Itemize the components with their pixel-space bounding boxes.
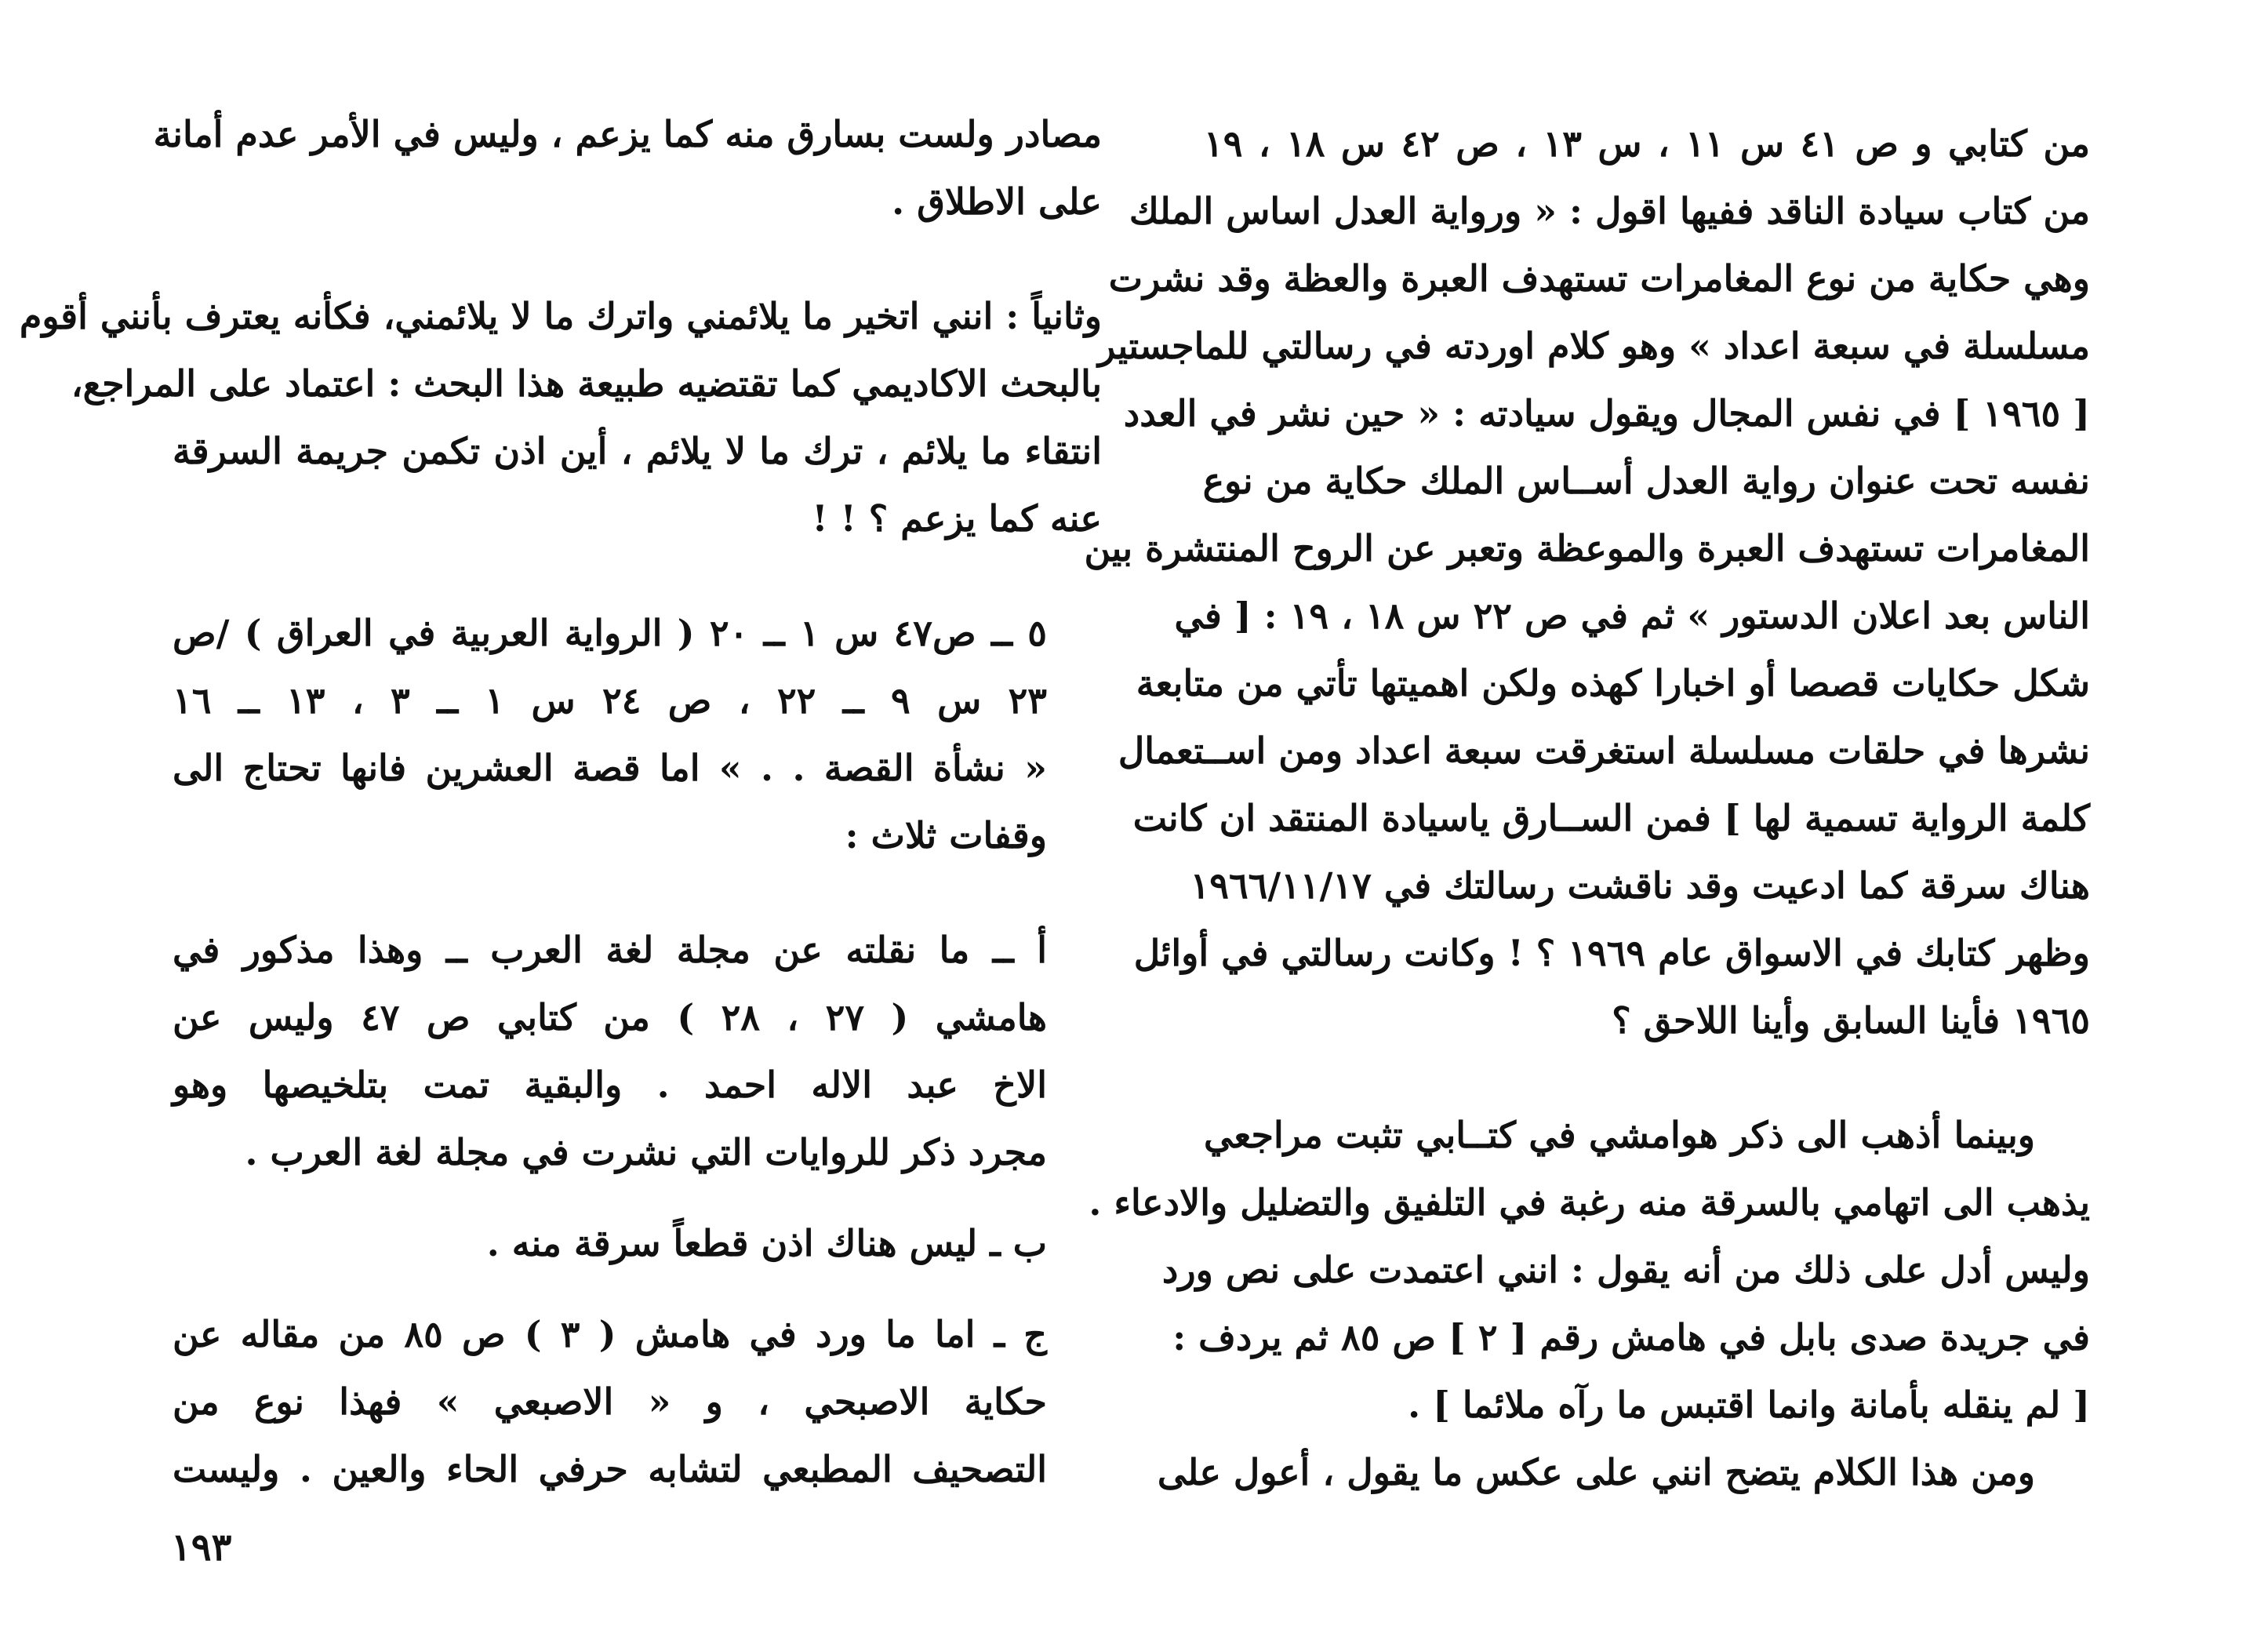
text-line: أ ــ ما نقلته عن مجلة لغة العرب ــ وهذا مذكور في <box>173 929 1047 971</box>
text-line: ٢٣ س ٩ ــ ٢٢ ، ص ٢٤ س ١ ــ ٣ ، ١٣ ــ ١٦ <box>173 679 1048 722</box>
paragraph-gap <box>173 869 1102 916</box>
text-line: وقفات ثلاث : <box>845 814 1047 857</box>
text-line: ب ـ ليس هناك اذن قطعاً سرقة منه . <box>486 1222 1047 1264</box>
text-line: هامشي ( ٢٧ ، ٢٨ ) من كتابي ص ٤٧ وليس عن <box>173 996 1047 1038</box>
text-line: وثانياً : انني اتخير ما يلائمني واترك ما لا يلائمني، فكأنه يعترف بأنني أقوم <box>19 295 1102 337</box>
right-column-text <box>1084 110 2090 1506</box>
text-line: في جريدة صدى بابل في هامش رقم [ ٢ ] ص ٨٥ ثم يردف : <box>1172 1316 2090 1358</box>
text-line: ج ـ اما ما ورد في هامش ( ٣ ) ص ٨٥ من مقاله عن <box>173 1313 1048 1355</box>
text-line: حكاية الاصبحي ، و « الاصبعي » فهذا نوع من <box>173 1380 1047 1423</box>
text-line: ١٩٦٥ فأينا السابق وأينا اللاحق ؟ <box>1612 999 2090 1042</box>
text-line: المغامرات تستهدف العبرة والموعظة وتعبر عن الروح المنتشرة بين <box>1084 527 2090 569</box>
text-line: انتقاء ما يلائم ، ترك ما لا يلائم ، أين اذن تكمن جريمة السرقة <box>173 430 1102 472</box>
text-line: [ ١٩٦٥ ] في نفس المجال ويقول سيادته : « حين نشر في العدد <box>1123 392 2090 435</box>
text-line: الاخ عبد الاله احمد . والبقية تمت بتلخيصها وهو <box>173 1064 1047 1106</box>
text-line: [ لم ينقله بأمانة وانما اقتبس ما رآه ملائما ] . <box>1408 1384 2090 1426</box>
text-line: مجرد ذكر للروايات التي نشرت في مجلة لغة العرب . <box>245 1131 1047 1173</box>
text-line: مصادر ولست بسارق منه كما يزعم ، وليس في الأمر عدم أمانة <box>153 113 1102 155</box>
text-line: يذهب الى اتهامي بالسرقة منه رغبة في التلفيق والتضليل والادعاء . <box>1089 1181 2090 1224</box>
left-column-text <box>19 100 1102 1503</box>
text-line: ومن هذا الكلام يتضح انني على عكس ما يقول ، أعول على <box>1157 1451 2035 1493</box>
text-line: ٥ ــ ص٤٧ س ١ ــ ٢٠ ( الرواية العربية في العراق ) /ص <box>173 612 1047 654</box>
paragraph-gap <box>1204 1054 2090 1101</box>
text-line: « نشأة القصة . . » اما قصة العشرين فانها تحتاج الى <box>173 747 1047 789</box>
text-line: بالبحث الاكاديمي كما تقتضيه طبيعة هذا البحث : اعتماد على المراجع، <box>71 362 1102 405</box>
text-line: من كتابي و ص ٤١ س ١١ ، س ١٣ ، ص ٤٢ س ١٨ ، ١٩ <box>1204 122 2090 165</box>
text-line: على الاطلاق . <box>892 180 1102 223</box>
paragraph-gap <box>173 235 1102 282</box>
text-line: من كتاب سيادة الناقد ففيها اقول : « ورواية العدل اساس الملك <box>1129 190 2090 232</box>
text-line: نشرها في حلقات مسلسلة استغرقت سبعة اعداد ومن اســتعمال <box>1118 729 2090 772</box>
text-line: التصحيف المطبعي لتشابه حرفي الحاء والعين . وليست <box>173 1448 1047 1490</box>
page-number: ١٩٣ <box>171 1526 232 1569</box>
text-line: كلمة الرواية تسمية لها ] فمن الســارق ياسيادة المنتقد ان كانت <box>1132 797 2090 839</box>
text-line: شكل حكايات قصصا أو اخبارا كهذه ولكن اهميتها تأتي من متابعة <box>1136 662 2090 704</box>
text-line: وهي حكاية من نوع المغامرات تستهدف العبرة والعظة وقد نشرت <box>1108 257 2090 300</box>
text-line: مسلسلة في سبعة اعداد » وهو كلام اوردته في رسالتي للماجستير <box>1098 325 2090 367</box>
text-line: وظهر كتابك في الاسواق عام ١٩٦٩ ؟ ! وكانت رسالتي في أوائل <box>1133 932 2090 974</box>
text-line: الناس بعد اعلان الدستور » ثم في ص ٢٢ س ١٨ ، ١٩ : [ في <box>1174 595 2090 637</box>
text-line: نفسه تحت عنوان رواية العدل أســاس الملك حكاية من نوع <box>1202 460 2090 502</box>
text-line: عنه كما يزعم ؟ ! ! <box>812 497 1102 540</box>
paragraph-gap <box>173 1186 1102 1209</box>
text-line: وليس أدل على ذلك من أنه يقول : انني اعتمدت على نص ورد <box>1161 1249 2090 1291</box>
paragraph-gap <box>173 1277 1102 1300</box>
text-line: وبينما أذهب الى ذكر هوامشي في كتــابي تثبت مراجعي <box>1204 1114 2035 1156</box>
text-line: هناك سرقة كما ادعيت وقد ناقشت رسالتك في ١٩٦٦/١١/١٧ <box>1190 864 2090 907</box>
paragraph-gap <box>173 552 1102 599</box>
